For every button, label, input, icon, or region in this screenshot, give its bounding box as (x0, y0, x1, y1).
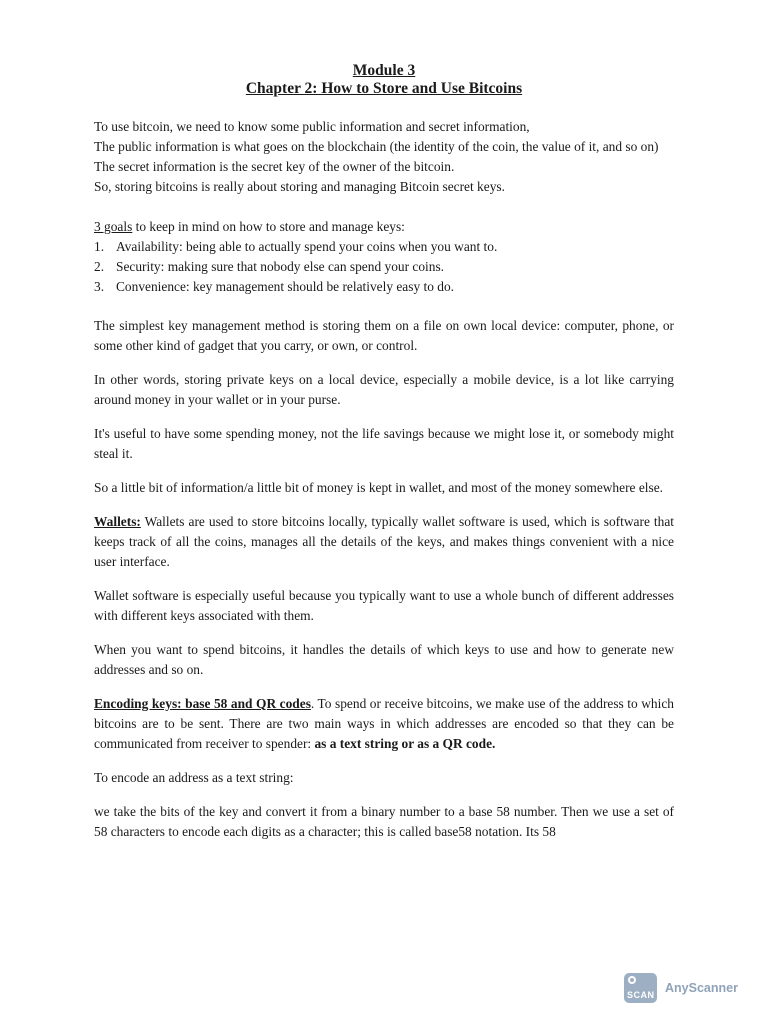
paragraph-encoding-keys (94, 694, 674, 754)
intro-line-3: The secret information is the secret key of the owner of the bitcoin. (94, 159, 455, 174)
paragraph-key-management: The simplest key management method is storing them on a file on own local device: computer, phone, or some other kind of gadget that you carry, or own, or control. (94, 318, 674, 353)
goals-list (94, 237, 674, 297)
paragraph-text-string: To encode an address as a text string: (94, 770, 294, 785)
list-item-text: Availability: being able to actually spend your coins when you want to. (116, 239, 498, 254)
paragraph-spending-money: It's useful to have some spending money, not the life savings because we might lose it, or somebody might steal it. (94, 426, 674, 461)
list-item-text: Security: making sure that nobody else can spend your coins. (116, 259, 444, 274)
list-item (94, 237, 674, 257)
encoding-text: . To spend or receive bitcoins, we make use of the address to which bitcoins are to be sent. There are two main ways in which addresses are encoded so that they can be communicated from receiver to spender: (94, 696, 674, 751)
scan-logo-text: SCAN (627, 990, 655, 1000)
paragraph-wallet-amount: So a little bit of information/a little bit of money is kept in wallet, and most of the money somewhere else. (94, 480, 663, 495)
list-item-number: 1. (94, 239, 105, 254)
list-item-text: Convenience: key management should be relatively easy to do. (116, 279, 455, 294)
paragraph-base58: we take the bits of the key and convert it from a binary number to a base 58 number. Then we use a set of 58 characters to encode each digits as a character; this is called base58 notation. Its 58 (94, 804, 674, 839)
intro-line-2: The public information is what goes on the blockchain (the identity of the coin, the value of it, and so on) (94, 139, 659, 154)
paragraph-local-device: In other words, storing private keys on a local device, especially a mobile device, is a lot like carrying around money in your wallet or in your purse. (94, 372, 674, 407)
paragraph-wallet-software: Wallet software is especially useful because you typically want to use a whole bunch of different addresses with different keys associated with them. (94, 588, 674, 623)
watermark-name: AnyScanner (665, 981, 738, 995)
paragraph-wallets (94, 512, 674, 572)
goals-lead-rest: to keep in mind on how to store and manage keys: (132, 219, 405, 234)
anyscanner-watermark (624, 973, 738, 1003)
chapter-title: Chapter 2: How to Store and Use Bitcoins (245, 80, 523, 97)
intro-block (94, 117, 674, 197)
list-item-number: 3. (94, 279, 105, 294)
goals-heading (94, 217, 674, 237)
wallets-label: Wallets: (94, 514, 141, 529)
paragraph-spend-details: When you want to spend bitcoins, it handles the details of which keys to use and how to generate new addresses and so on. (94, 642, 674, 677)
goals-lead-underlined: 3 goals (94, 219, 133, 234)
module-title: Module 3 (352, 62, 416, 79)
list-item (94, 257, 674, 277)
document-page (94, 62, 674, 842)
scan-logo-icon (624, 973, 657, 1003)
intro-line-1: To use bitcoin, we need to know some public information and secret information, (94, 119, 530, 134)
encoding-label: Encoding keys: base 58 and QR codes (94, 696, 311, 711)
encoding-bold: as a text string or as a QR code. (314, 736, 496, 751)
wallets-text: Wallets are used to store bitcoins locally, typically wallet software is used, which is software that keeps track of all the coins, manages all the details of the keys, and makes things convenient with a nice user interface. (94, 514, 674, 569)
list-item-number: 2. (94, 259, 105, 274)
intro-line-4: So, storing bitcoins is really about storing and managing Bitcoin secret keys. (94, 179, 505, 194)
list-item (94, 277, 674, 297)
